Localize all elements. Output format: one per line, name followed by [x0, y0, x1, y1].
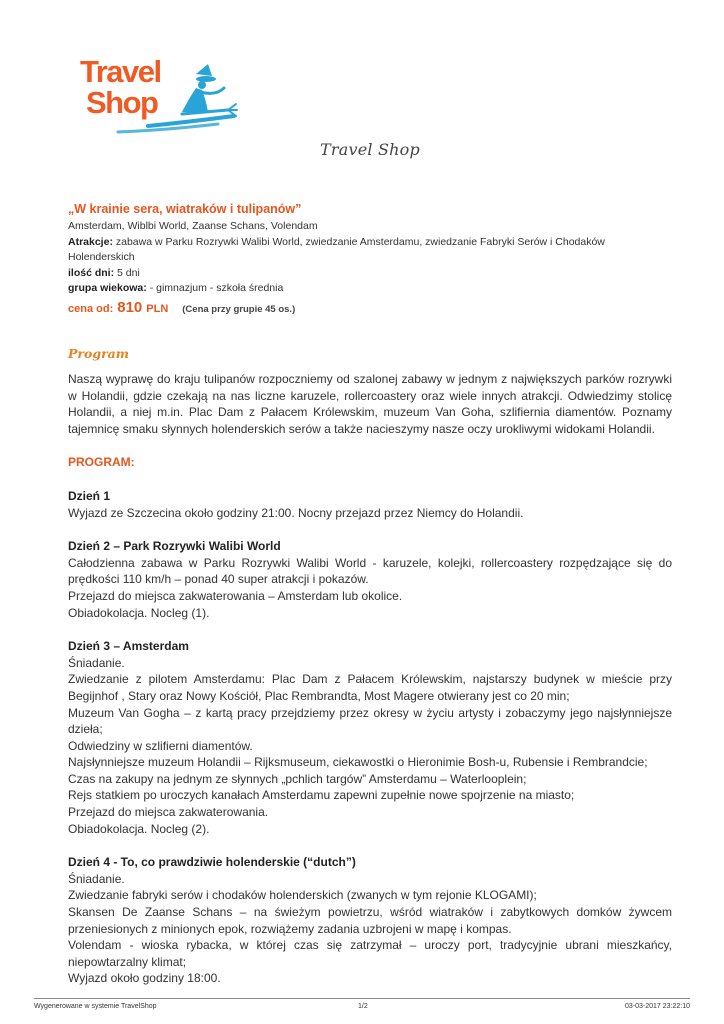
day-title: Dzień 4 - To, co prawdziwie holenderskie (“dutch”): [68, 855, 356, 870]
brand-title: Travel Shop: [320, 140, 420, 159]
day-section: [68, 488, 672, 521]
day-line: Wyjazd około godziny 18:00.: [68, 971, 221, 986]
svg-text:Travel: Travel: [80, 54, 161, 89]
offer-title: „W krainie sera, wiatraków i tulipanów”: [68, 202, 302, 216]
day-line: Volendam - wioska rybacka, w której czas się zatrzymał – uroczy port, tradycyjnie ubrani mieszkańcy, niepowtarzalny klimat;: [68, 938, 672, 969]
footer-generated-by: Wygenerowane w systemie TravelShop: [34, 1003, 157, 1010]
day-line: Zwiedzanie fabryki serów i chodaków holenderskich (zwanych w tym rejonie KLOGAMI);: [68, 888, 537, 903]
attractions-value: zabawa w Parku Rozrywki Walibi World, zwiedzanie Amsterdamu, zwiedzanie Fabryki Serów i Chodaków Holenderskich: [68, 235, 605, 263]
program-content: [68, 371, 672, 987]
program-label: PROGRAM:: [68, 455, 135, 470]
age-value: - gimnazjum - szkoła średnia: [149, 282, 284, 294]
day-line: Przejazd do miejsca zakwaterowania – Amsterdam lub okolice.: [68, 588, 403, 603]
day-section: [68, 638, 672, 837]
price-amount: 810: [117, 298, 143, 316]
day-line: Obiadokolacja. Nocleg (2).: [68, 821, 210, 836]
day-line: Zwiedzanie z pilotem Amsterdamu: Plac Dam z Pałacem Królewskim, najstarszy budynek w mieście przy Begijnhof , Stary oraz Nowy Kościół, Plac Rembrandta, Most Magere otwierany jest co 20 min;: [68, 672, 672, 703]
day-line: Najsłynniejsze muzeum Holandii – Rijksmuseum, ciekawostki o Hieronimie Bosh-u, Rubensie i Rembrandcie;: [68, 755, 648, 770]
offer-age-group: [68, 281, 668, 297]
days-label: ilość dni:: [68, 266, 115, 279]
days-value: 5 dni: [117, 266, 140, 279]
day-line: Obiadokolacja. Nocleg (1).: [68, 605, 210, 620]
offer-attractions: [68, 235, 668, 266]
offer-price: [68, 299, 668, 316]
day-title: Dzień 1: [68, 488, 111, 503]
price-currency: PLN: [146, 302, 169, 315]
program-heading: Program: [68, 346, 129, 361]
day-title: Dzień 3 – Amsterdam: [68, 639, 189, 654]
program-days: [68, 488, 672, 987]
day-line: Śniadanie.: [68, 871, 125, 886]
page-footer: [34, 998, 690, 1010]
footer-timestamp: 03-03-2017 23:22:10: [625, 1003, 690, 1010]
age-label: grupa wiekowa:: [68, 282, 147, 294]
price-label: cena od:: [68, 302, 114, 315]
offer-days: [68, 266, 668, 282]
day-section: [68, 854, 672, 987]
svg-text:Shop: Shop: [86, 85, 158, 120]
day-line: Całodzienna zabawa w Parku Rozrywki Walibi World - karuzele, kolejki, rollercoastery rozpędzające się do prędkości 110 km/h – ponad 40 super atrakcji i pokazów.: [68, 555, 672, 587]
day-line: Muzeum Van Gogha – z kartą pracy przejdziemy przez okresy w życiu artysty i zobaczymy jego najsłynniejsze dzieła;: [68, 705, 672, 737]
footer-page-number: 1/2: [358, 1003, 368, 1010]
price-note: (Cena przy grupie 45 os.): [182, 303, 296, 315]
day-line: Czas na zakupy na jednym ze słynnych „pchlich targów” Amsterdamu – Waterlooplein;: [68, 771, 527, 786]
program-intro: Naszą wyprawę do kraju tulipanów rozpoczniemy od szalonej zabawy w jednym z największych parków rozrywki w Holandii, gdzie czekają na nas liczne karuzele, rollercoastery oraz wiele innych atrakcji. Odwiedzimy stolicę Holandii, a niej m.in. Plac Dam z Pałacem Królewskim, muzeum Van Goha, szlifiernia diamentów. Poznamy tajemnicę smaku słynnych holenderskich serów a także nacieszymy nasze oczy urokliwymi widokami Holandii.: [68, 372, 672, 436]
day-title: Dzień 2 – Park Rozrywki Walibi World: [68, 539, 281, 554]
day-line: Rejs statkiem po uroczych kanałach Amsterdamu zapewni zupełnie nowe spojrzenie na miasto;: [68, 788, 575, 803]
travelshop-logo: [78, 52, 238, 140]
day-line: Odwiedziny w szlifierni diamentów.: [68, 738, 253, 753]
day-line: Skansen De Zaanse Schans – na świeżym powietrzu, wśród wiatraków i zabytkowych domków żywcem przeniesionych z minionych epok, rozwiążemy zadania uzbrojeni w mapę i kompas.: [68, 905, 672, 936]
day-line: Przejazd do miejsca zakwaterowania.: [68, 805, 269, 820]
day-section: [68, 538, 672, 621]
attractions-label: Atrakcje:: [68, 235, 113, 248]
day-line: Śniadanie.: [68, 655, 125, 670]
offer-places: Amsterdam, Wiblbi World, Zaanse Schans, Volendam: [68, 220, 318, 232]
offer-summary: [68, 201, 668, 316]
day-line: Wyjazd ze Szczecina około godziny 21:00. Nocny przejazd przez Niemcy do Holandii.: [68, 505, 524, 520]
